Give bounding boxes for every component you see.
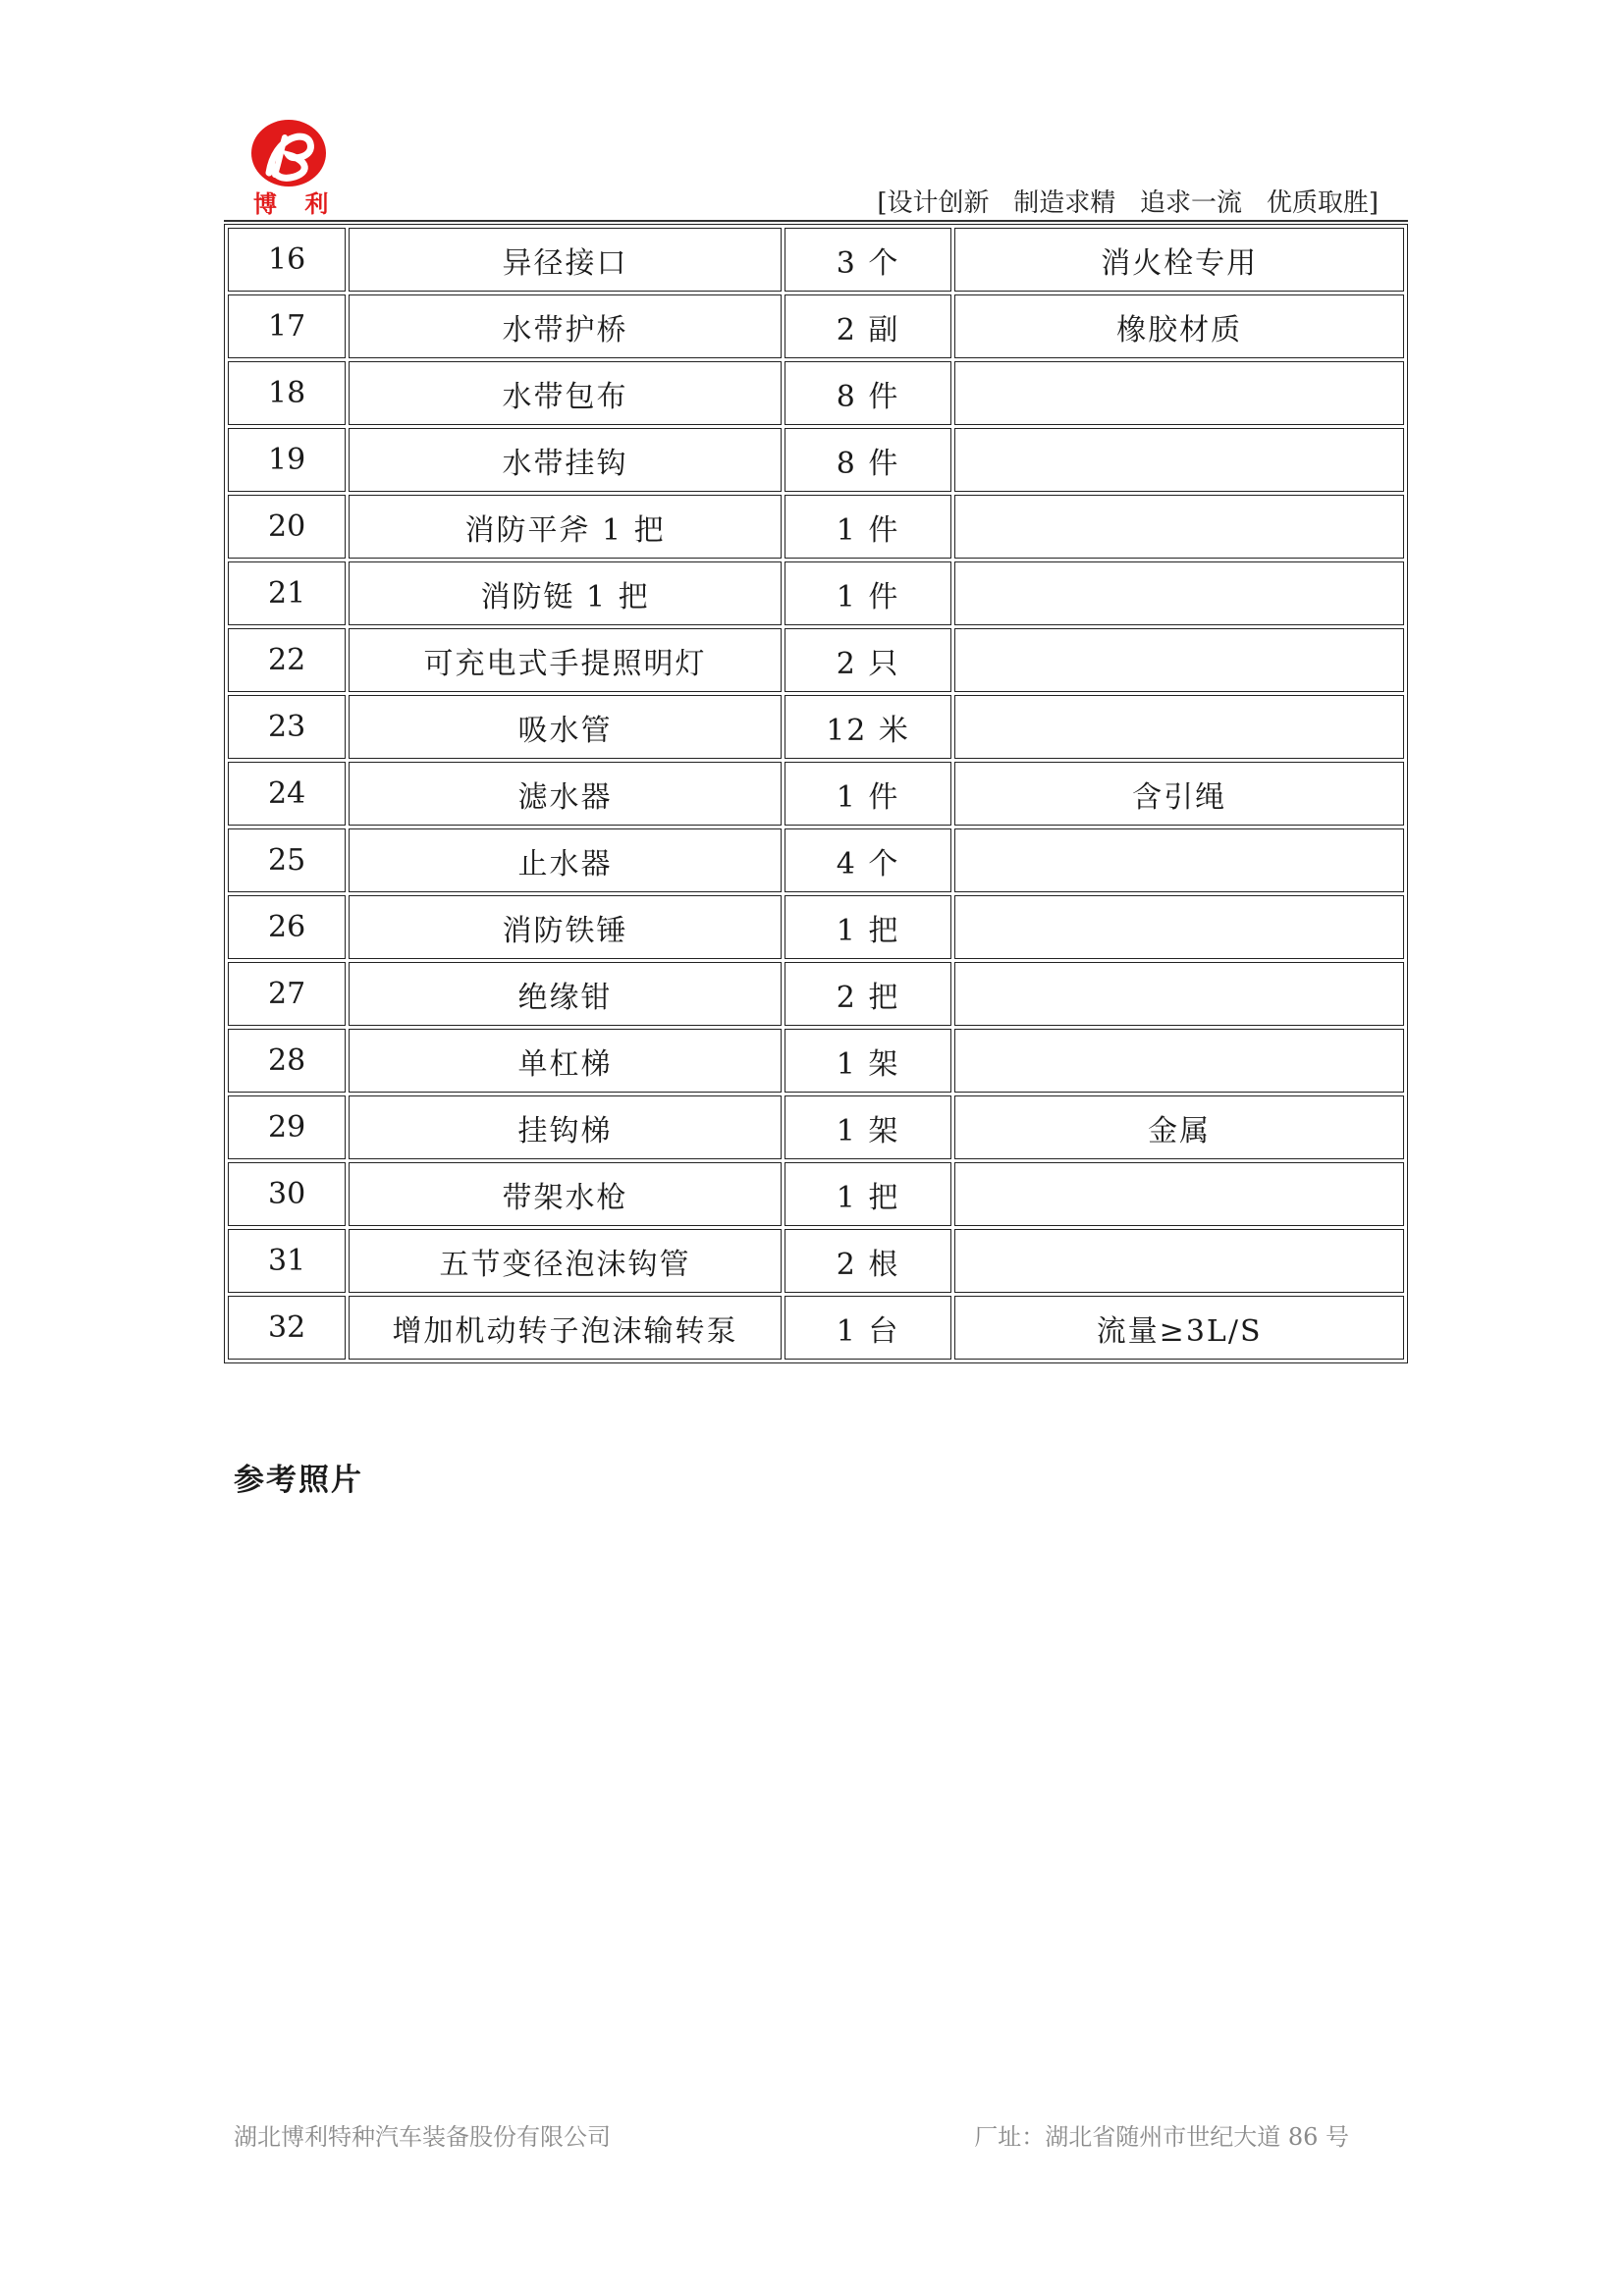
item-quantity-cell: 8 件 — [785, 361, 951, 425]
item-number-cell: 24 — [228, 762, 346, 826]
item-number-cell: 21 — [228, 561, 346, 625]
item-quantity-cell: 1 架 — [785, 1029, 951, 1093]
item-number-cell: 22 — [228, 628, 346, 692]
item-note-cell — [954, 495, 1404, 559]
item-quantity-cell: 2 根 — [785, 1229, 951, 1293]
item-note-cell: 橡胶材质 — [954, 294, 1404, 358]
item-note-cell: 金属 — [954, 1095, 1404, 1159]
item-name-cell: 水带包布 — [349, 361, 782, 425]
item-number-cell: 31 — [228, 1229, 346, 1293]
item-number-cell: 28 — [228, 1029, 346, 1093]
table-row — [228, 828, 1404, 892]
item-quantity-cell: 1 件 — [785, 561, 951, 625]
item-quantity-cell: 1 把 — [785, 1162, 951, 1226]
item-note-cell: 消火栓专用 — [954, 228, 1404, 292]
item-number-cell: 16 — [228, 228, 346, 292]
item-quantity-cell: 4 个 — [785, 828, 951, 892]
item-quantity-cell: 1 把 — [785, 895, 951, 959]
table-row — [228, 1296, 1404, 1360]
item-quantity-cell: 2 副 — [785, 294, 951, 358]
table-row — [228, 495, 1404, 559]
item-name-cell: 挂钩梯 — [349, 1095, 782, 1159]
item-name-cell: 带架水枪 — [349, 1162, 782, 1226]
item-quantity-cell: 2 只 — [785, 628, 951, 692]
equipment-table — [224, 224, 1408, 1363]
table-row — [228, 1095, 1404, 1159]
item-name-cell: 可充电式手提照明灯 — [349, 628, 782, 692]
table-row — [228, 628, 1404, 692]
item-number-cell: 17 — [228, 294, 346, 358]
item-quantity-cell: 2 把 — [785, 962, 951, 1026]
item-name-cell: 异径接口 — [349, 228, 782, 292]
header-divider — [224, 220, 1408, 222]
item-note-cell — [954, 1029, 1404, 1093]
reference-photos-heading: 参考照片 — [234, 1463, 363, 1498]
item-number-cell: 29 — [228, 1095, 346, 1159]
item-quantity-cell: 1 件 — [785, 762, 951, 826]
footer-address: 厂址：湖北省随州市世纪大道 86 号 — [974, 2123, 1349, 2151]
table-row — [228, 762, 1404, 826]
table-row — [228, 1029, 1404, 1093]
logo-text: 博 利 — [253, 190, 339, 218]
item-quantity-cell: 1 台 — [785, 1296, 951, 1360]
item-note-cell — [954, 428, 1404, 492]
item-note-cell: 含引绳 — [954, 762, 1404, 826]
table-row — [228, 294, 1404, 358]
footer-company-name: 湖北博利特种汽车装备股份有限公司 — [234, 2123, 611, 2151]
item-name-cell: 消防平斧 1 把 — [349, 495, 782, 559]
item-number-cell: 27 — [228, 962, 346, 1026]
item-note-cell — [954, 1162, 1404, 1226]
item-name-cell: 止水器 — [349, 828, 782, 892]
item-note-cell — [954, 1229, 1404, 1293]
item-quantity-cell: 12 米 — [785, 695, 951, 759]
item-number-cell: 20 — [228, 495, 346, 559]
item-note-cell — [954, 361, 1404, 425]
item-note-cell — [954, 628, 1404, 692]
item-quantity-cell: 3 个 — [785, 228, 951, 292]
table-row — [228, 962, 1404, 1026]
item-quantity-cell: 8 件 — [785, 428, 951, 492]
item-name-cell: 单杠梯 — [349, 1029, 782, 1093]
item-name-cell: 滤水器 — [349, 762, 782, 826]
item-number-cell: 19 — [228, 428, 346, 492]
table-row — [228, 1229, 1404, 1293]
item-quantity-cell: 1 件 — [785, 495, 951, 559]
item-name-cell: 水带挂钩 — [349, 428, 782, 492]
item-note-cell — [954, 828, 1404, 892]
equipment-table-body — [228, 228, 1404, 1360]
item-name-cell: 增加机动转子泡沫输转泵 — [349, 1296, 782, 1360]
table-row — [228, 561, 1404, 625]
item-number-cell: 25 — [228, 828, 346, 892]
table-row — [228, 895, 1404, 959]
table-row — [228, 361, 1404, 425]
item-name-cell: 消防铁锤 — [349, 895, 782, 959]
table-row — [228, 228, 1404, 292]
item-note-cell — [954, 962, 1404, 1026]
item-name-cell: 五节变径泡沫钩管 — [349, 1229, 782, 1293]
table-row — [228, 1162, 1404, 1226]
item-name-cell: 吸水管 — [349, 695, 782, 759]
item-number-cell: 32 — [228, 1296, 346, 1360]
item-number-cell: 23 — [228, 695, 346, 759]
item-number-cell: 26 — [228, 895, 346, 959]
item-note-cell: 流量≥3L/S — [954, 1296, 1404, 1360]
item-note-cell — [954, 561, 1404, 625]
item-number-cell: 30 — [228, 1162, 346, 1226]
item-name-cell: 消防铤 1 把 — [349, 561, 782, 625]
company-slogan: [设计创新 制造求精 追求一流 优质取胜] — [877, 188, 1379, 218]
item-name-cell: 绝缘钳 — [349, 962, 782, 1026]
item-quantity-cell: 1 架 — [785, 1095, 951, 1159]
item-name-cell: 水带护桥 — [349, 294, 782, 358]
item-note-cell — [954, 895, 1404, 959]
table-row — [228, 695, 1404, 759]
item-number-cell: 18 — [228, 361, 346, 425]
item-note-cell — [954, 695, 1404, 759]
table-row — [228, 428, 1404, 492]
